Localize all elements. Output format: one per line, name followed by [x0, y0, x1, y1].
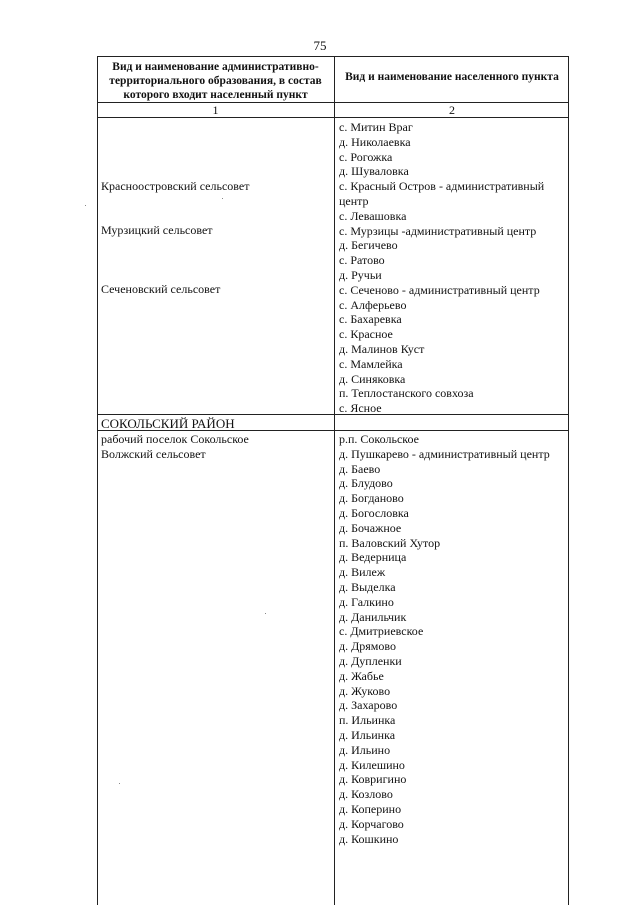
list-item: с. Ясное [339, 401, 382, 416]
table-top-border [97, 56, 569, 57]
list-item: центр [339, 193, 369, 208]
list-item: д. Пушкарево - административный центр [339, 446, 550, 461]
list-item: д. Синяковка [339, 371, 406, 386]
admin-unit-name: Мурзицкий сельсовет [101, 223, 213, 237]
table-left-border [97, 56, 98, 905]
list-item: д. Ильинка [339, 727, 396, 742]
list-item: с. Ратово [339, 253, 385, 268]
list-item: д. Коперино [339, 801, 402, 816]
list-item: д. Галкино [339, 594, 394, 609]
settlement-list [339, 120, 544, 416]
list-item: д. Вилеж [339, 565, 386, 580]
list-item: с. Алферьево [339, 297, 407, 312]
admin-unit-name: Волжский сельсовет [101, 447, 206, 461]
column-1-number: 1 [212, 103, 219, 117]
list-item: д. Баево [339, 461, 381, 476]
page-number: 75 [313, 38, 327, 53]
scan-speck [265, 613, 266, 614]
table-right-border [568, 56, 569, 905]
column-1-header: Вид и наименование административно-территориального образования, в состав которого входит населенный пункт [109, 61, 322, 101]
list-item: д. Козлово [339, 787, 393, 802]
list-item: д. Ковригино [339, 772, 407, 787]
list-item: д. Корчагово [339, 816, 404, 831]
list-item: д. Ведерница [339, 550, 407, 565]
settlements-table [97, 56, 569, 905]
list-item: д. Выделка [339, 579, 396, 594]
list-item: п. Теплостанского совхоза [339, 386, 474, 401]
list-item: с. Бахаревка [339, 312, 402, 327]
list-item: д. Малинов Куст [339, 341, 425, 356]
list-item: с. Мурзицы -административный центр [339, 223, 537, 238]
district-heading: СОКОЛЬСКИЙ РАЙОН [101, 416, 235, 431]
list-item: с. Красный Остров - административный [339, 179, 545, 194]
list-item: д. Бочажное [339, 520, 402, 535]
table-middle-border [334, 56, 335, 905]
list-item: д. Бегичево [339, 238, 398, 253]
list-item: д. Захарово [339, 698, 398, 713]
list-item: д. Блудово [339, 476, 393, 491]
list-item: с. Митин Враг [339, 120, 413, 134]
list-item: д. Ильино [339, 742, 391, 757]
list-item: р.п. Сокольское [339, 432, 419, 446]
column-2-number: 2 [449, 103, 455, 117]
list-item: д. Ручьи [339, 267, 382, 282]
admin-unit-name: Красноостровский сельсовет [101, 179, 250, 193]
list-item: д. Николаевка [339, 134, 411, 149]
list-item: п. Валовский Хутор [339, 535, 441, 550]
list-item: д. Шуваловка [339, 164, 409, 179]
settlement-list [339, 432, 550, 846]
list-item: д. Кошкино [339, 831, 399, 846]
list-item: с. Рогожка [339, 149, 393, 164]
list-item: д. Жабье [339, 668, 384, 683]
list-item: д. Дупленки [339, 653, 402, 668]
admin-unit-name: рабочий поселок Сокольское [101, 432, 249, 446]
list-item: д. Богословка [339, 505, 409, 520]
list-item: с. Дмитриевское [339, 624, 424, 639]
list-item: с. Красное [339, 327, 393, 342]
scan-speck [85, 205, 86, 206]
column-2-header: Вид и наименование населенного пункта [345, 71, 559, 83]
list-item: д. Килешино [339, 757, 405, 772]
scan-speck [119, 783, 120, 784]
list-item: п. Ильинка [339, 713, 396, 728]
list-item: д. Данильчик [339, 609, 407, 624]
scan-speck [222, 198, 223, 199]
list-item: д. Жуково [339, 683, 391, 698]
list-item: с. Мамлейка [339, 356, 403, 371]
list-item: с. Левашовка [339, 208, 407, 223]
list-item: д. Богданово [339, 491, 404, 506]
column-number-rule [97, 117, 569, 118]
list-item: с. Сеченово - административный центр [339, 282, 540, 297]
admin-unit-name: Сеченовский сельсовет [101, 282, 221, 296]
list-item: д. Дрямово [339, 639, 396, 654]
